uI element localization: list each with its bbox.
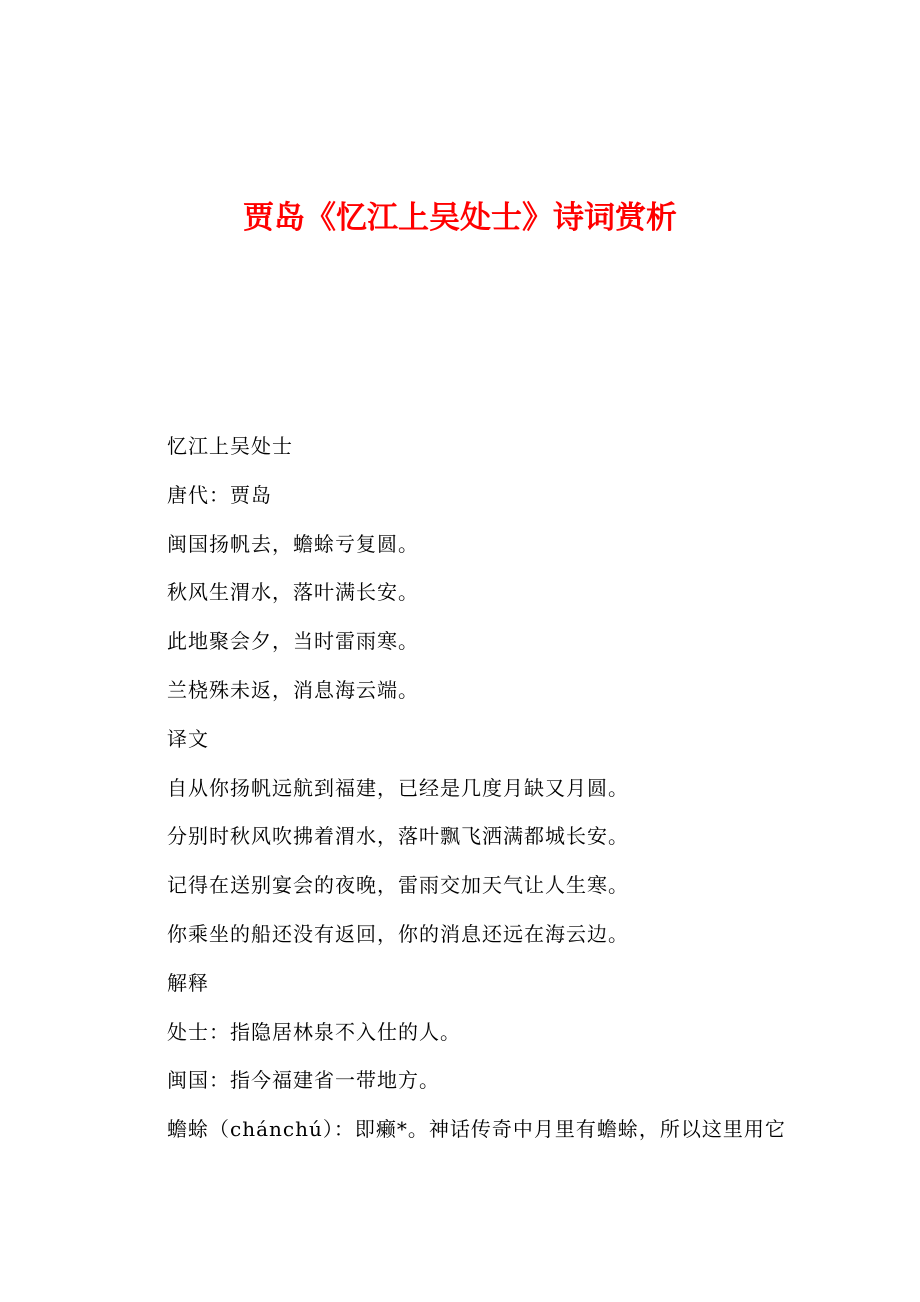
translation-line: 分别时秋风吹拂着渭水，落叶飘飞洒满都城长安。 [167,824,629,849]
translation-heading: 译文 [167,726,209,751]
translation-line: 你乘坐的船还没有返回，你的消息还远在海云边。 [167,921,629,946]
poem-verse-line: 此地聚会夕，当时雷雨寒。 [167,629,419,654]
translation-line: 记得在送别宴会的夜晚，雷雨交加天气让人生寒。 [167,873,629,898]
document-title: 贾岛《忆江上吴处士》诗词赏析 [243,200,677,236]
annotation-line: 闽国：指今福建省一带地方。 [167,1068,440,1093]
translation-line: 自从你扬帆远航到福建，已经是几度月缺又月圆。 [167,775,629,800]
annotation-line: 蟾蜍（chánchú）：即癞*。神话传奇中月里有蟾蜍，所以这里用它 [167,1117,786,1142]
poem-title-line: 忆江上吴处士 [167,434,293,458]
poem-verse-line: 兰桡殊未返，消息海云端。 [167,677,419,702]
poem-verse-line: 闽国扬帆去，蟾蜍亏复圆。 [167,531,419,556]
poem-author-line: 唐代：贾岛 [167,482,272,507]
annotation-heading: 解释 [167,970,209,995]
document-body [167,422,847,1154]
poem-verse-line: 秋风生渭水，落叶满长安。 [167,580,419,605]
annotation-line: 处士：指隐居林泉不入仕的人。 [167,1019,461,1044]
